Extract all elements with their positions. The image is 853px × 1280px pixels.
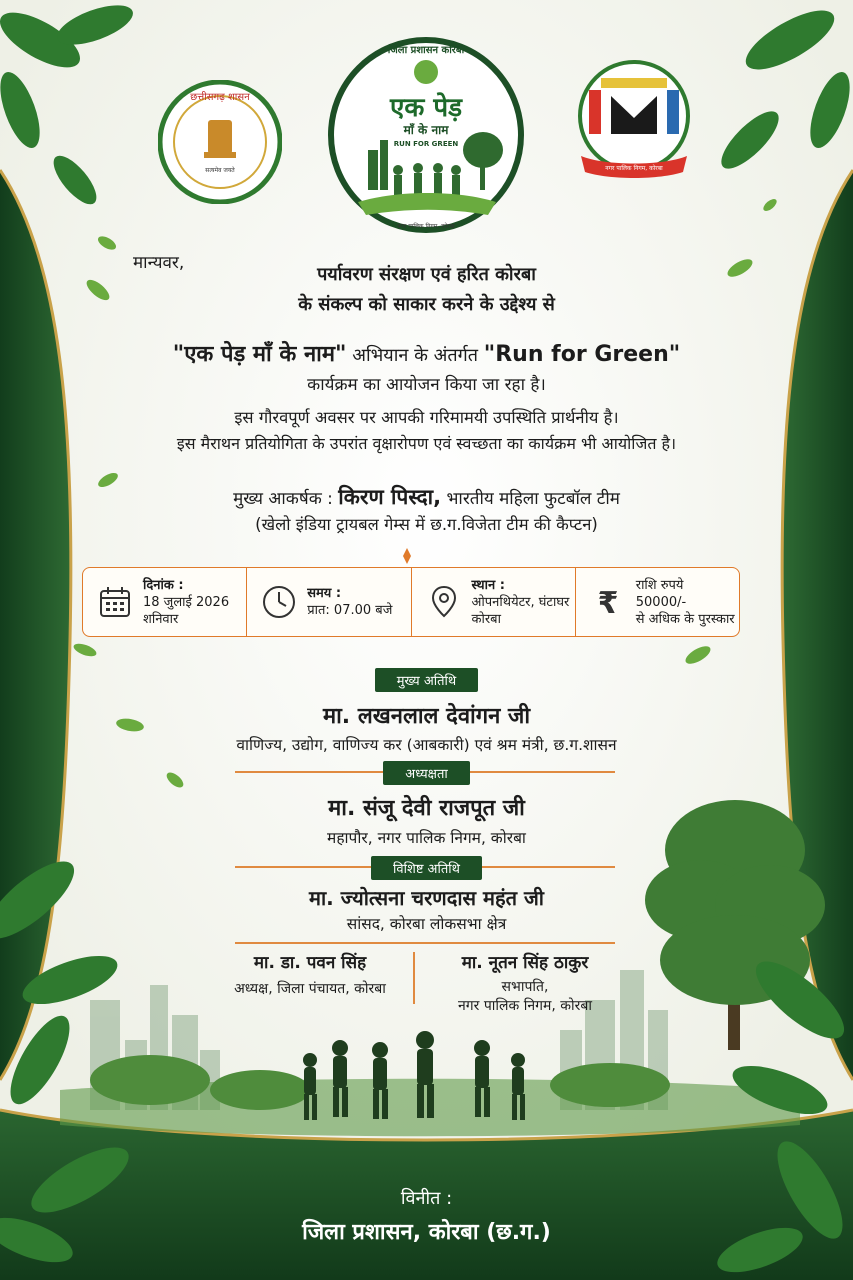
closing-label: विनीत : [400, 1188, 453, 1209]
chief-attraction-subtitle: (खेलो इंडिया ट्रायबल गेम्स में छ.ग.विजेता टीम की कैप्टन) [255, 515, 598, 534]
prize-line-1: राशि रुपये [635, 577, 684, 593]
place-value: ओपनथियेटर, घंटाघर [471, 594, 570, 610]
chief-guest-designation: वाणिज्य, उद्योग, वाणिज्य कर (आबकारी) एवं श्रम मंत्री, छ.ग.शासन [236, 736, 617, 754]
guest-right-designation-2: नगर पालिक निगम, कोरबा [457, 998, 592, 1014]
svg-text:नगर पालिक निगम, कोरबा: नगर पालिक निगम, कोरबा [397, 223, 455, 230]
place-cell [412, 568, 576, 636]
svg-text:नगर पालिक निगम, कोरबा: नगर पालिक निगम, कोरबा [605, 165, 663, 172]
guest-right-designation-1: सभापति, [501, 979, 549, 995]
intro-line-2: के संकल्प को साकार करने के उद्देश्य से [298, 294, 555, 315]
guest-left [210, 950, 410, 998]
chhattisgarh-govt-logo [158, 80, 282, 204]
event-name: "Run for Green" [483, 342, 681, 367]
president-name: मा. संजू देवी राजपूत जी [328, 796, 525, 821]
vertical-divider [413, 952, 415, 1004]
location-pin-icon [426, 584, 462, 620]
special-guest-designation: सांसद, कोरबा लोकसभा क्षेत्र [346, 915, 507, 933]
svg-text:जिला प्रशासन कोरबा: जिला प्रशासन कोरबा [387, 45, 465, 56]
place-city: कोरबा [471, 611, 501, 627]
municipal-corporation-logo [575, 60, 693, 184]
guest-right [420, 950, 630, 1015]
svg-text:एक पेड़: एक पेड़ [389, 93, 463, 123]
svg-text:छत्तीसगढ़ शासन: छत्तीसगढ़ शासन [190, 92, 250, 103]
ek-ped-maa-ke-naam-logo [328, 30, 524, 240]
clock-icon [261, 584, 297, 620]
day-value: शनिवार [143, 611, 179, 627]
closing-org: जिला प्रशासन, कोरबा (छ.ग.) [302, 1220, 551, 1245]
special-guest-label: विशिष्ट अतिथि [371, 856, 482, 880]
chief-guest-ribbon [0, 668, 853, 692]
guest-left-designation: अध्यक्ष, जिला पंचायत, कोरबा [234, 981, 386, 997]
intro-line-1: पर्यावरण संरक्षण एवं हरित कोरबा [317, 264, 536, 285]
time-value: प्रात: 07.00 बजे [307, 603, 393, 618]
place-label: स्थान : [471, 577, 505, 593]
guest-left-name: मा. डा. पवन सिंह [253, 953, 367, 973]
special-guest-name: मा. ज्योत्सना चरणदास महंत जी [309, 886, 544, 910]
chief-attraction-name: किरण पिस्दा, [338, 485, 442, 509]
chief-attraction [0, 483, 853, 511]
guest-right-name: मा. नूतन सिंह ठाकुर [461, 953, 589, 973]
prize-line-3: से अधिक के पुरस्कार [635, 611, 735, 627]
svg-text:सत्यमेव जयते: सत्यमेव जयते [205, 167, 235, 174]
chief-guest-name: मा. लखनलाल देवांगन जी [322, 704, 531, 729]
chief-guest-label: मुख्य अतिथि [375, 668, 478, 692]
event-info-box [82, 567, 740, 637]
president-ribbon [0, 761, 853, 785]
chief-attraction-label: मुख्य आकर्षक : [233, 489, 339, 509]
time-label: समय : [307, 586, 342, 601]
prize-line-2: 50000/- [635, 594, 687, 610]
svg-text:₹: ₹ [597, 586, 619, 620]
president-designation: महापौर, नगर पालिक निगम, कोरबा [327, 829, 526, 847]
ornament-icon [399, 548, 415, 564]
president-label: अध्यक्षता [383, 761, 469, 785]
intro-line-5: इस गौरवपूर्ण अवसर पर आपकी गरिमामयी उपस्थिति प्रार्थनीय है। [234, 408, 619, 427]
intro-line-6: इस मैराथन प्रतियोगिता के उपरांत वृक्षारोपण एवं स्वच्छता का कार्यक्रम भी आयोजित है। [176, 434, 677, 453]
chief-attraction-title: भारतीय महिला फुटबॉल टीम [441, 489, 620, 509]
svg-text:माँ के नाम: माँ के नाम [403, 123, 449, 137]
prize-cell [576, 568, 739, 636]
time-cell [247, 568, 411, 636]
date-cell [83, 568, 247, 636]
special-guest-ribbon [0, 856, 853, 880]
divider-line [235, 942, 615, 944]
salutation: मान्यवर, [133, 253, 185, 273]
svg-text:RUN FOR GREEN: RUN FOR GREEN [393, 140, 459, 148]
rupee-icon [590, 584, 626, 620]
date-value: 18 जुलाई 2026 [143, 594, 230, 610]
campaign-name: "एक पेड़ माँ के नाम" [172, 342, 347, 367]
date-label: दिनांक : [143, 577, 184, 593]
campaign-mid: अभियान के अंतर्गत [346, 345, 484, 366]
intro-line-3 [0, 338, 853, 368]
intro-line-4: कार्यक्रम का आयोजन किया जा रहा है। [307, 375, 546, 395]
calendar-icon [97, 584, 133, 620]
